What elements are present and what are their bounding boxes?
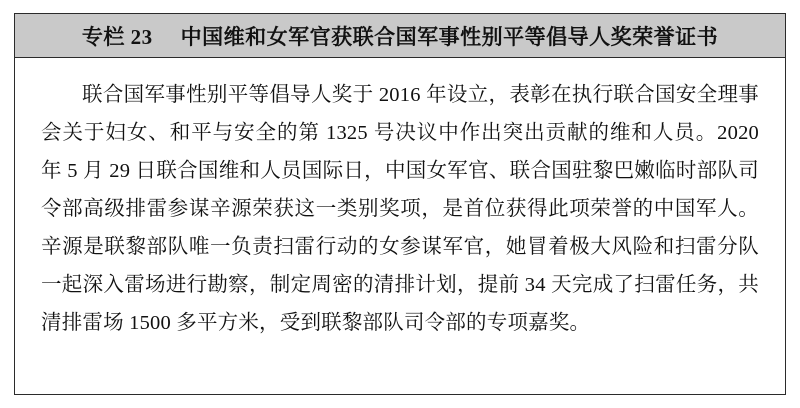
callout-box xyxy=(14,13,786,395)
callout-box-number: 专栏 23 xyxy=(81,24,153,49)
callout-body-paragraph: 联合国军事性别平等倡导人奖于 2016 年设立，表彰在执行联合国安全理事会关于妇女、和平与安全的第 1325 号决议中作出突出贡献的维和人员。2020 年 5 月 29 日联合国维和人员国际日，中国女军官、联合国驻黎巴嫩临时部队司令部高级排雷参谋辛源荣获这一类别奖项，是首位获得此项荣誉的中国军人。辛源是联黎部队唯一负责扫雷行动的女参谋军官，她冒着极大风险和扫雷分队一起深入雷场进行勘察，制定周密的清排计划，提前 34 天完成了扫雷任务，共清排雷场 1500 多平方米，受到联黎部队司令部的专项嘉奖。 xyxy=(41,84,759,334)
callout-header-inner xyxy=(82,21,718,51)
callout-box-header xyxy=(15,14,785,58)
callout-box-body xyxy=(15,58,785,394)
callout-box-title: 中国维和女军官获联合国军事性别平等倡导人奖荣誉证书 xyxy=(180,24,719,49)
